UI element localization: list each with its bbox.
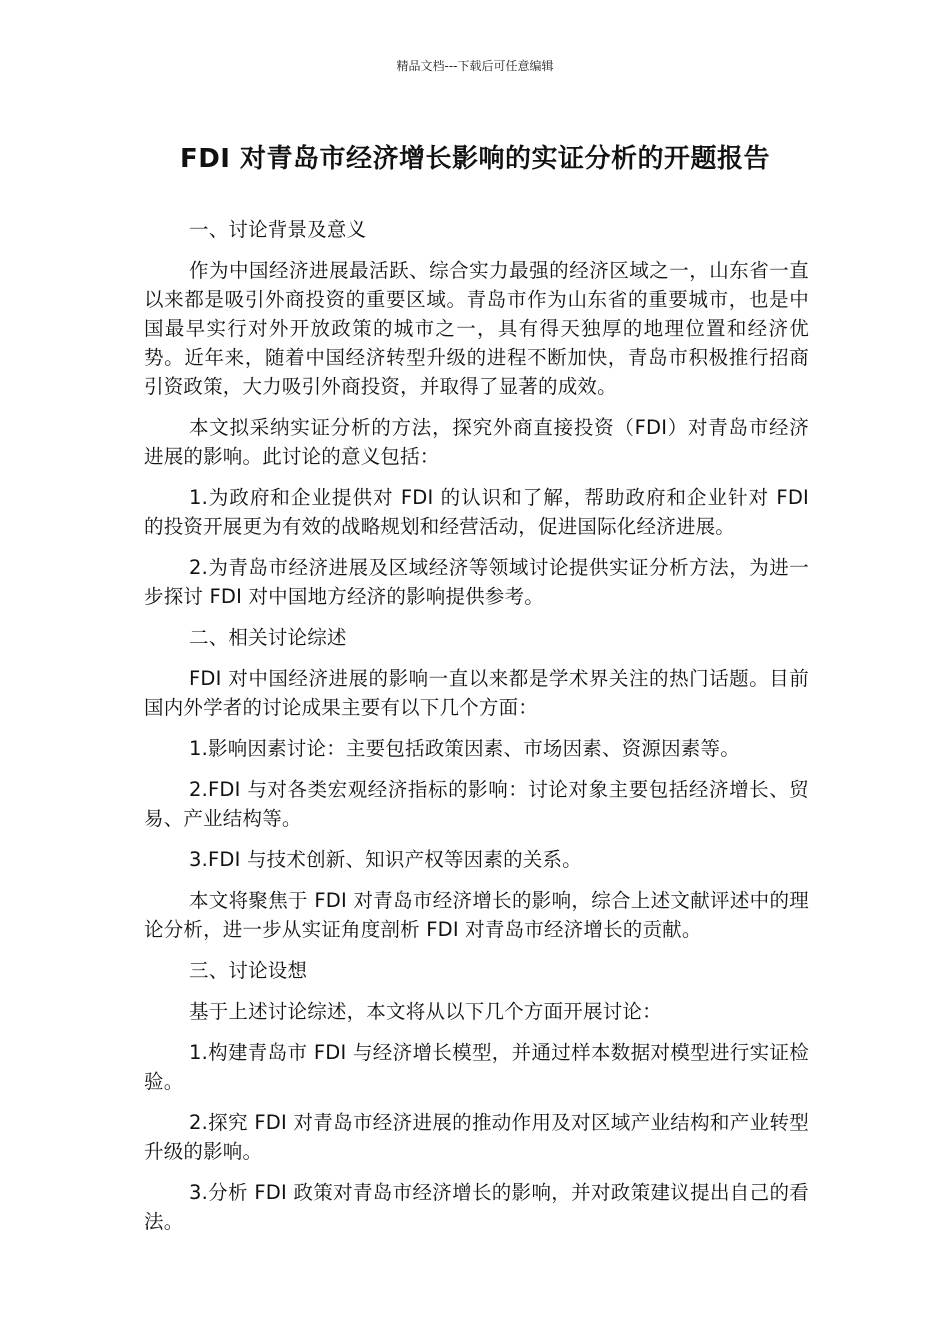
document-title: FDI 对青岛市经济增长影响的实证分析的开题报告 bbox=[179, 144, 771, 174]
page-header-note: 精品文档---下载后可任意编辑 bbox=[396, 59, 554, 73]
list-item: 2.为青岛市经济进展及区域经济等领域讨论提供实证分析方法，为进一步探讨 FDI 对中国地方经济的影响提供参考。 bbox=[144, 556, 809, 608]
paragraph: 本文拟采纳实证分析的方法，探究外商直接投资（FDI）对青岛市经济进展的影响。此讨论的意义包括： bbox=[144, 416, 809, 468]
list-item: 1.构建青岛市 FDI 与经济增长模型，并通过样本数据对模型进行实证检验。 bbox=[144, 1041, 809, 1093]
list-item: 3.分析 FDI 政策对青岛市经济增长的影响，并对政策建议提出自己的看法。 bbox=[144, 1181, 809, 1233]
paragraph: 本文将聚焦于 FDI 对青岛市经济增长的影响，综合上述文献评述中的理论分析，进一步从实证角度剖析 FDI 对青岛市经济增长的贡献。 bbox=[144, 889, 809, 941]
section-heading-background: 一、讨论背景及意义 bbox=[189, 218, 367, 241]
section-heading-plan: 三、讨论设想 bbox=[189, 959, 308, 982]
list-item: 2.FDI 与对各类宏观经济指标的影响：讨论对象主要包括经济增长、贸易、产业结构等。 bbox=[144, 778, 809, 830]
list-item: 1.为政府和企业提供对 FDI 的认识和了解，帮助政府和企业针对 FDI 的投资开展更为有效的战略规划和经营活动，促进国际化经济进展。 bbox=[144, 486, 809, 538]
section-heading-review: 二、相关讨论综述 bbox=[189, 626, 347, 649]
document-body bbox=[144, 215, 809, 1248]
paragraph: FDI 对中国经济进展的影响一直以来都是学术界关注的热门话题。目前国内外学者的讨论成果主要有以下几个方面： bbox=[144, 667, 809, 719]
paragraph: 基于上述讨论综述，本文将从以下几个方面开展讨论： bbox=[189, 1000, 662, 1023]
list-item: 2.探究 FDI 对青岛市经济进展的推动作用及对区域产业结构和产业转型升级的影响。 bbox=[144, 1111, 809, 1163]
list-item: 1.影响因素讨论：主要包括政策因素、市场因素、资源因素等。 bbox=[189, 737, 740, 760]
list-item: 3.FDI 与技术创新、知识产权等因素的关系。 bbox=[189, 848, 582, 871]
paragraph: 作为中国经济进展最活跃、综合实力最强的经济区域之一，山东省一直以来都是吸引外商投资的重要区域。青岛市作为山东省的重要城市，也是中国最早实行对外开放政策的城市之一，具有得天独厚的地理位置和经济优势。近年来，随着中国经济转型升级的进程不断加快，青岛市积极推行招商引资政策，大力吸引外商投资，并取得了显著的成效。 bbox=[144, 259, 809, 398]
